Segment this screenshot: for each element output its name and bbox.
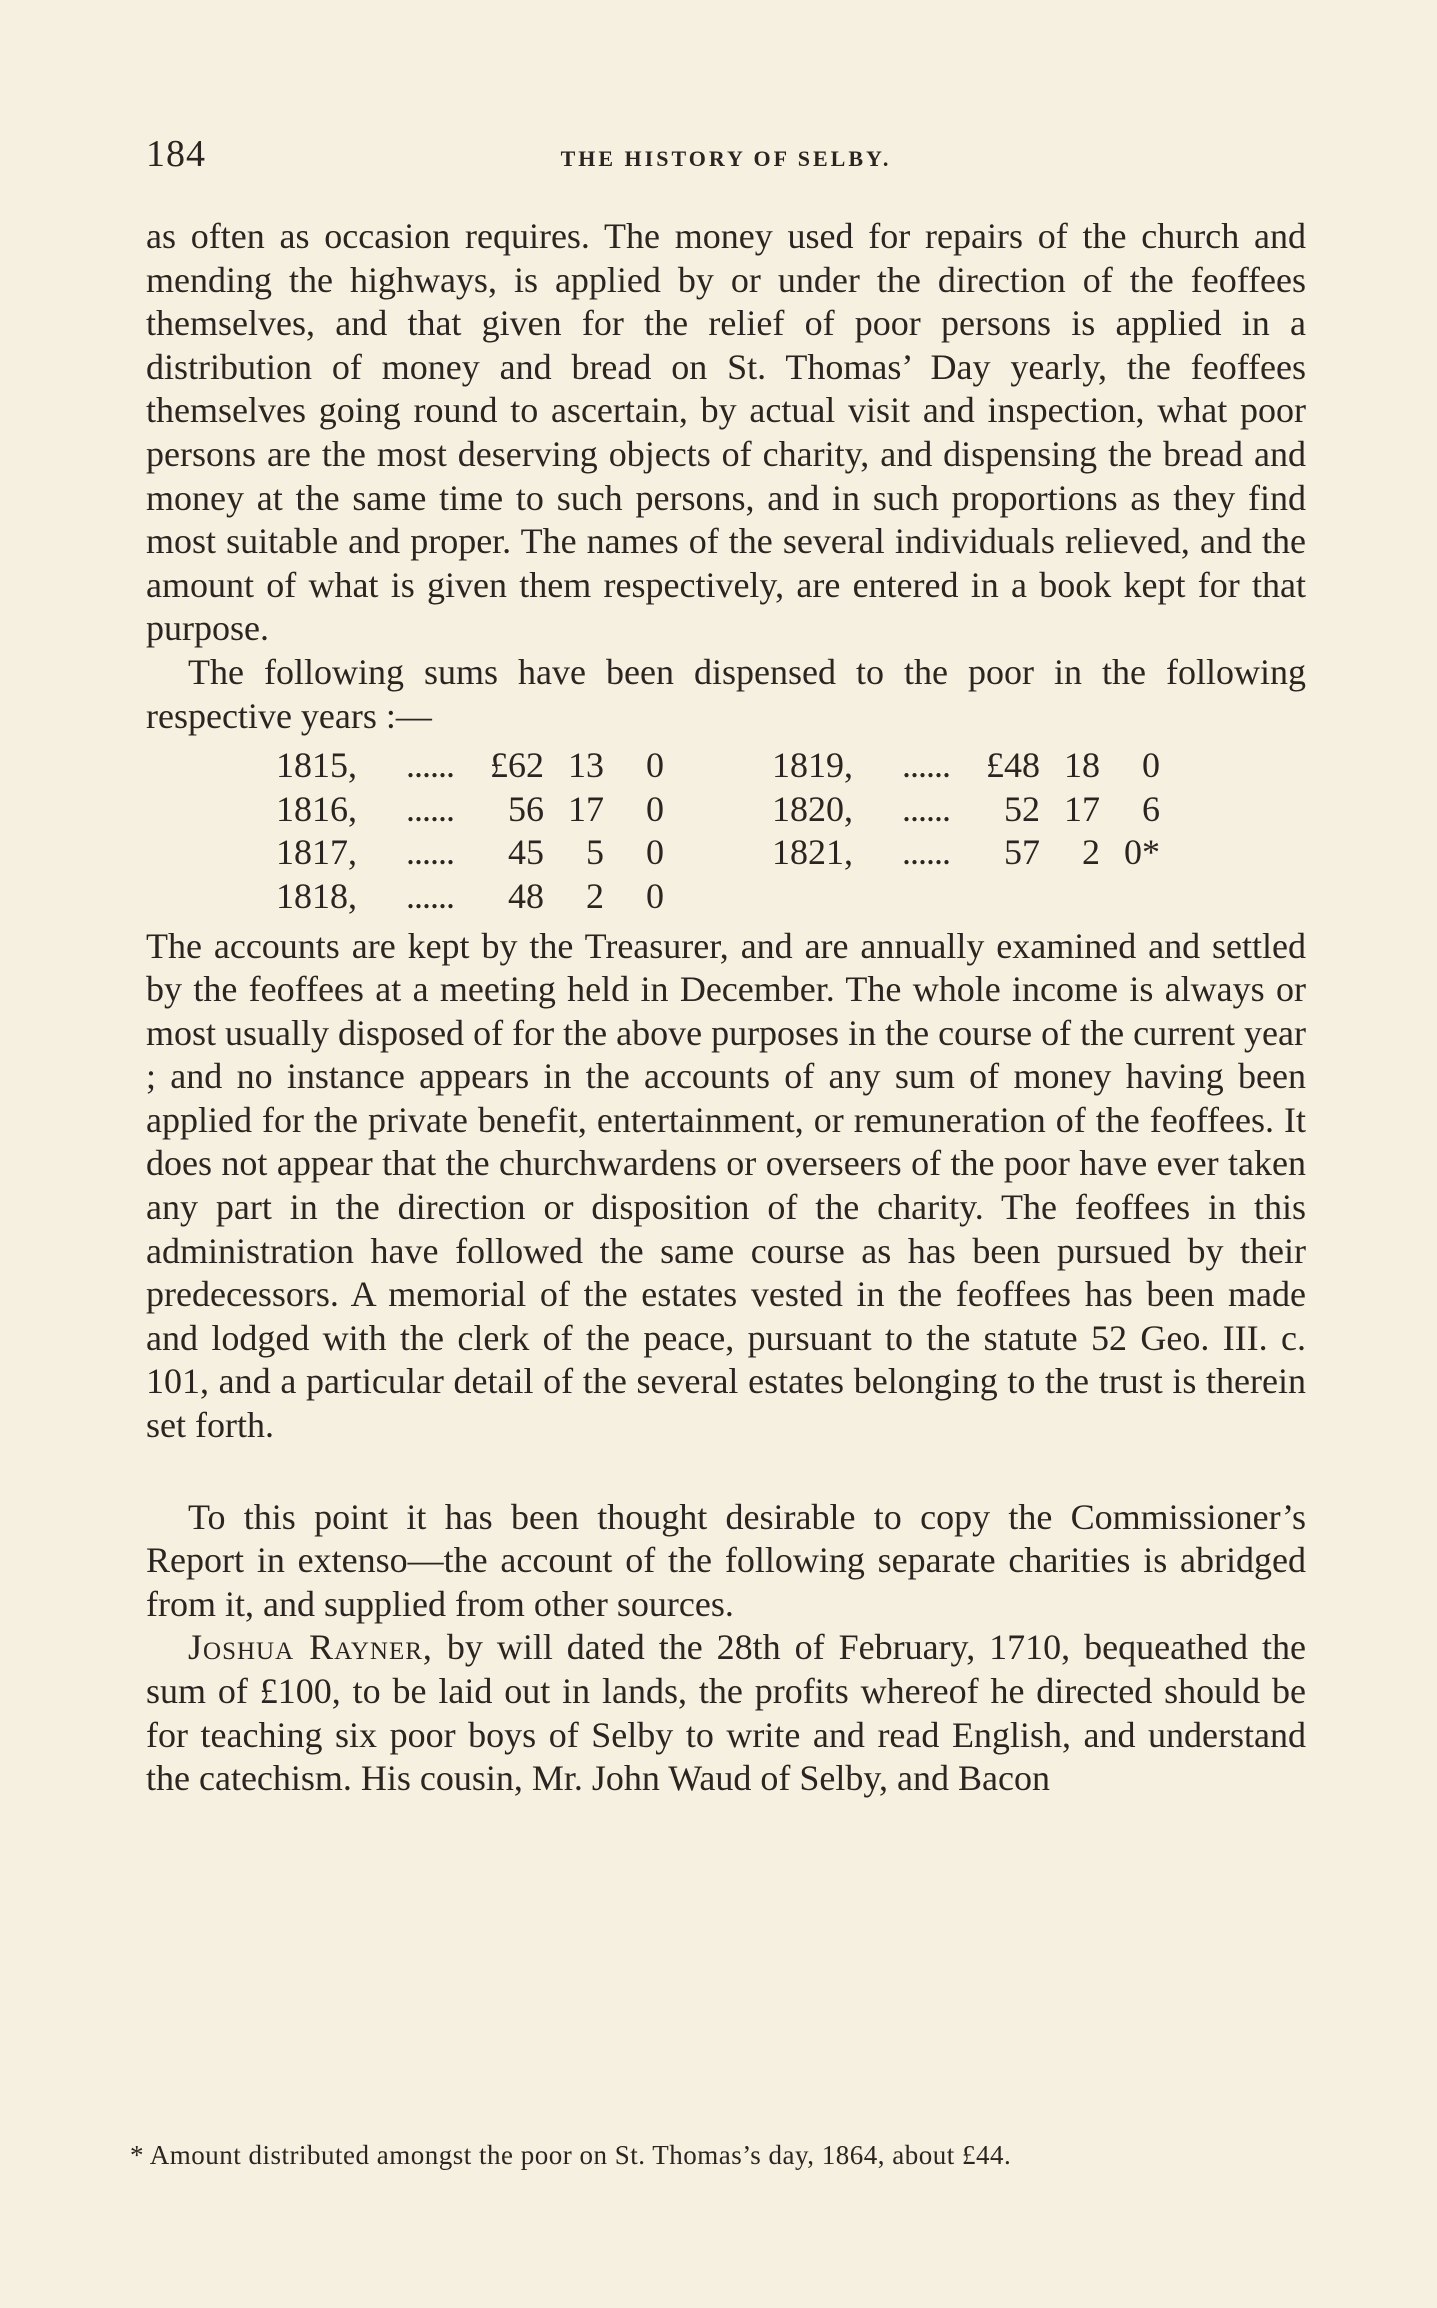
leader-dots: ......	[406, 745, 454, 786]
year-cell: 1821,	[772, 832, 853, 873]
pence-cell: 0	[646, 875, 664, 916]
pence-cell: 0	[646, 832, 664, 873]
running-title: THE HISTORY OF SELBY.	[560, 146, 892, 171]
leader-dots: ......	[902, 832, 950, 873]
pounds-cell: 52	[1004, 788, 1040, 829]
pounds-cell: £62	[490, 745, 544, 786]
shillings-cell: 2	[1082, 832, 1100, 873]
year-cell: 1818,	[276, 875, 357, 916]
year-cell: 1820,	[772, 788, 853, 829]
shillings-cell: 18	[1064, 745, 1100, 786]
shillings-cell: 17	[568, 788, 604, 829]
table-row	[276, 744, 1160, 788]
pounds-cell: 48	[508, 875, 544, 916]
table-row	[276, 875, 1160, 919]
pounds-cell: £48	[986, 745, 1040, 786]
pence-cell: 0	[646, 788, 664, 829]
shillings-cell: 17	[1064, 788, 1100, 829]
paragraph-2: The following sums have been dispensed to the poor in the following respective years :—	[146, 651, 1306, 736]
table-row	[276, 788, 1160, 832]
leader-dots: ......	[902, 745, 950, 786]
sums-table	[276, 744, 1160, 918]
shillings-cell: 13	[568, 745, 604, 786]
table-row	[276, 831, 1160, 875]
paragraph-3: The accounts are kept by the Treasurer, and are annually examined and settled by the feoffees at a meeting held in December. The whole income is always or most usually disposed of for the above purposes in the course of the current year ; and no instance appears in the accounts of any sum of money having been applied for the private benefit, entertainment, or remuneration of the feoffees. It does not appear that the churchwardens or overseers of the poor have ever taken any part in the direction or disposition of the charity. The feoffees in this administration have followed the same course as has been pursued by their predecessors. A memorial of the estates vested in the feoffees has been made and lodged with the clerk of the peace, pursuant to the statute 52 Geo. III. c. 101, and a particular detail of the several estates belonging to the trust is therein set forth.	[146, 925, 1306, 1446]
leader-dots: ......	[406, 832, 454, 873]
benefactor-name: Joshua Rayner,	[188, 1627, 433, 1668]
paragraph-5-text: by will dated the 28th of February, 1710, bequeathed the sum of £100, to be laid out in lands, the profits whereof he directed should be for teaching six poor boys of Selby to write and read English, and understand the catechism. His cousin, Mr. John Waud of Selby, and Bacon	[146, 1627, 1306, 1799]
body-text	[146, 215, 1306, 1801]
paragraph-1: as often as occasion requires. The money used for repairs of the church and mending the highways, is applied by or under the direction of the feoffees themselves, and that given for the relief of poor persons is applied in a distribution of money and bread on St. Thomas’ Day yearly, the feoffees themselves going round to ascertain, by actual visit and inspection, what poor persons are the most deserving objects of charity, and dispensing the bread and money at the same time to such persons, and in such proportions as they find most suitable and proper. The names of the several individuals relieved, and the amount of what is given them respectively, are entered in a book kept for that purpose.	[146, 216, 1306, 649]
leader-dots: ......	[902, 788, 950, 829]
pence-cell: 0	[1142, 745, 1160, 786]
footnote: * Amount distributed amongst the poor on St. Thomas’s day, 1864, about £44.	[130, 2140, 1012, 2170]
pounds-cell: 45	[508, 832, 544, 873]
pounds-cell: 56	[508, 788, 544, 829]
paragraph-5	[146, 1626, 1306, 1800]
year-cell: 1819,	[772, 745, 853, 786]
year-cell: 1816,	[276, 788, 357, 829]
pence-cell: 0*	[1124, 832, 1160, 873]
leader-dots: ......	[406, 788, 454, 829]
pounds-cell: 57	[1004, 832, 1040, 873]
page-number: 184	[146, 133, 206, 175]
shillings-cell: 5	[586, 832, 604, 873]
year-cell: 1817,	[276, 832, 357, 873]
pence-cell: 6	[1142, 788, 1160, 829]
pence-cell: 0	[646, 745, 664, 786]
leader-dots: ......	[406, 875, 454, 916]
shillings-cell: 2	[586, 875, 604, 916]
paragraph-4: To this point it has been thought desirable to copy the Commissioner’s Report in extenso—the account of the following separate charities is abridged from it, and supplied from other sources.	[146, 1496, 1306, 1624]
page-header	[146, 132, 1306, 182]
year-cell: 1815,	[276, 745, 357, 786]
